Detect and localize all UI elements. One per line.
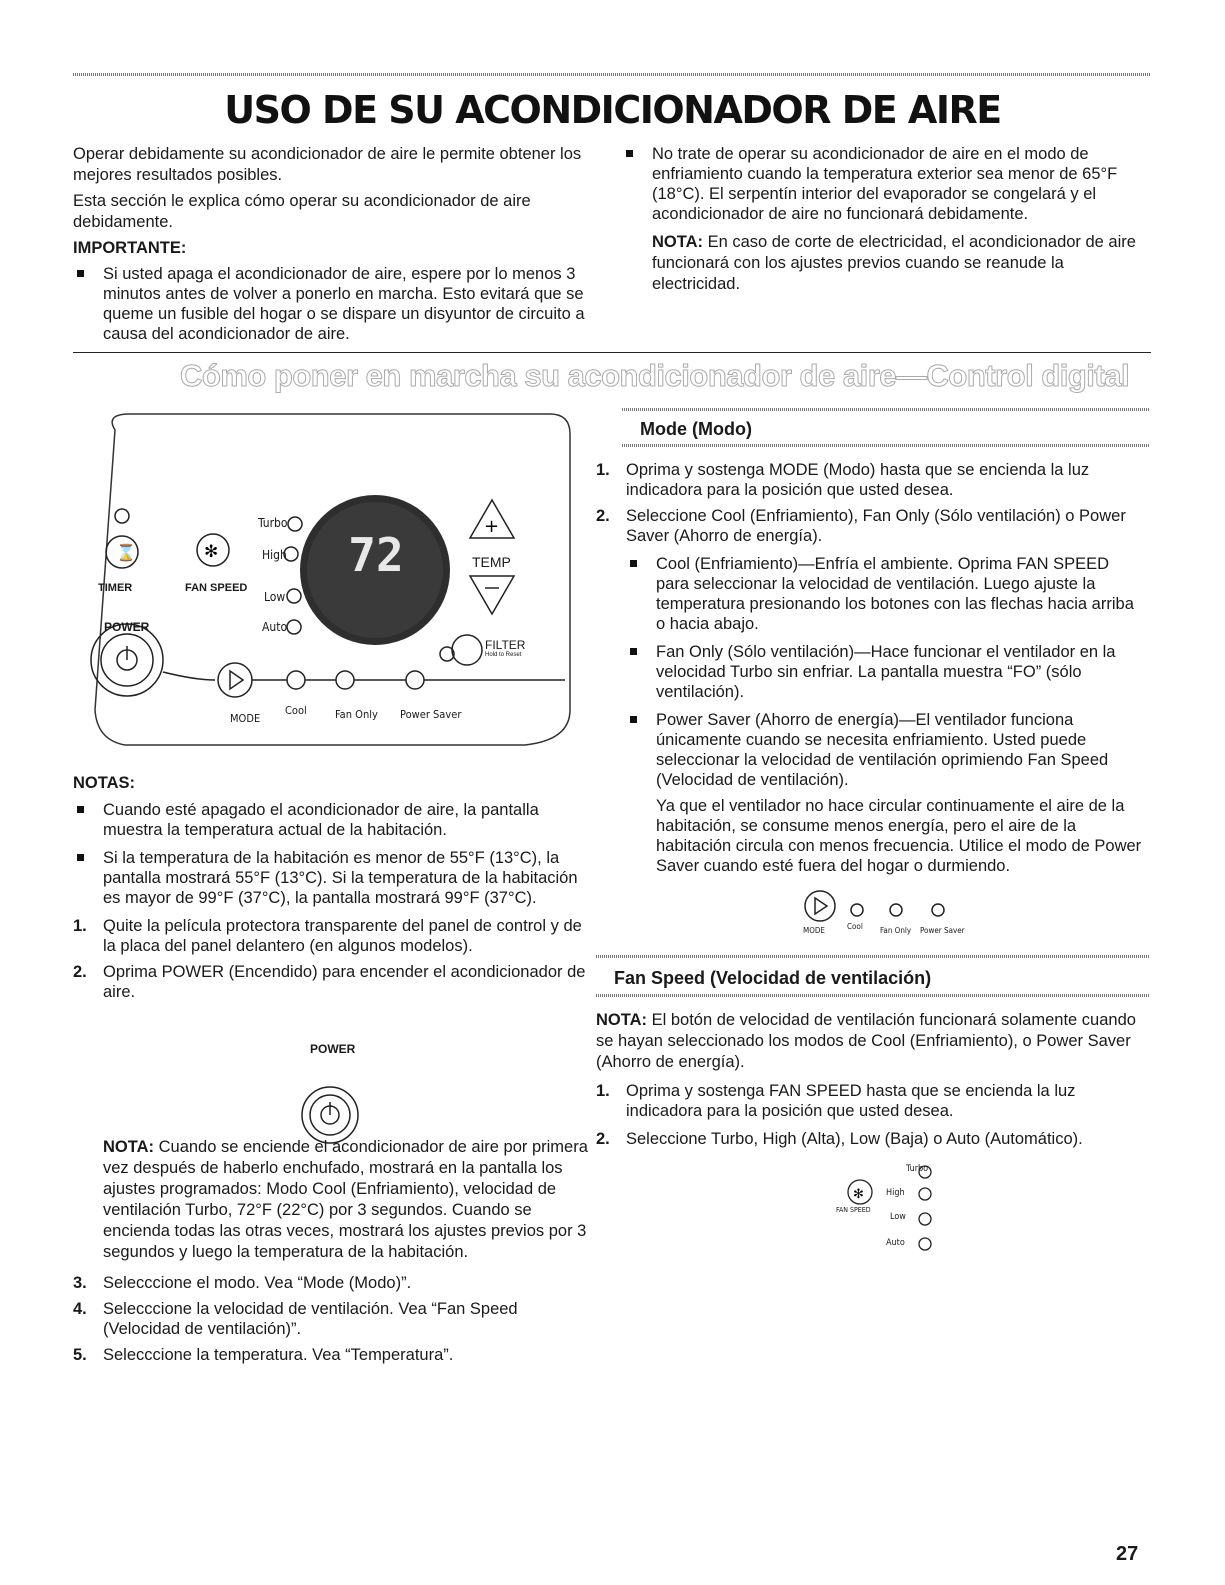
- panel-display: 72: [348, 528, 404, 582]
- power-button-label: POWER: [310, 1042, 356, 1056]
- mode-section: [596, 460, 1146, 876]
- panel-turbo-label: Turbo: [258, 516, 288, 530]
- notas-step-3-text: Selecccione el modo. Vea “Mode (Modo)”.: [103, 1274, 412, 1292]
- panel-temp-label: TEMP: [472, 554, 511, 570]
- fanspeed-step-2-text: Seleccione Turbo, High (Alta), Low (Baja) o Auto (Automático).: [626, 1130, 1083, 1148]
- importante-bullet-1: Si usted apaga el acondicionador de aire, espere por lo menos 3 minutos antes de volver a ponerlo en marcha. Esto evitará que se queme un fusible del hogar o se dispare un disyuntor de circuito a causa del acondicionador de aire.: [73, 264, 598, 344]
- fanspeed-rule-top: [596, 955, 1150, 958]
- panel-mode-label: MODE: [230, 712, 261, 725]
- panel-power-label: POWER: [104, 620, 150, 634]
- fanspeed-step-2: 2. Seleccione Turbo, High (Alta), Low (Baja) o Auto (Automático).: [596, 1130, 1083, 1148]
- page-number: 27: [1116, 1543, 1139, 1565]
- fanspeed-illus-turbo: Turbo: [906, 1164, 929, 1174]
- section-divider: [73, 352, 1151, 353]
- control-panel-illustration: [85, 410, 585, 750]
- mode-illus-fan-only: Fan Only: [880, 926, 912, 935]
- mode-step-1-text: Oprima y sostenga MODE (Modo) hasta que se encienda la luz indicadora para la posición que usted desea.: [626, 461, 1090, 499]
- svg-text:⌛: ⌛: [116, 543, 136, 562]
- intro-paragraph-1: Operar debidamente su acondicionador de aire le permite obtener los mejores resultados posibles.: [73, 145, 582, 184]
- panel-auto-label: Auto: [262, 620, 288, 634]
- panel-filter-label: FILTER: [485, 638, 526, 652]
- intro-nota-text: En caso de corte de electricidad, el acondicionador de aire funcionará con los ajustes previos cuando se reanude la electricidad.: [652, 233, 1136, 293]
- mode-illus-power-saver: Power Saver: [920, 926, 965, 935]
- panel-low-label: Low: [264, 590, 286, 604]
- notas-bullet-1: Cuando esté apagado el acondicionador de aire, la pantalla muestra la temperatura actual de la habitación.: [73, 800, 598, 840]
- panel-cool-label: Cool: [285, 704, 307, 717]
- page-title: USO DE SU ACONDICIONADOR DE AIRE: [224, 88, 1001, 132]
- notas-bullet-2: Si la temperatura de la habitación es menor de 55°F (13°C), la pantalla mostrará 55°F (13°C). Si la temperatura de la habitación es mayor de 99°F (37°C), la pantalla mostrará 99°F (37°C).: [73, 848, 598, 908]
- mode-illus-cool: Cool: [847, 922, 863, 931]
- panel-high-label: High: [262, 548, 287, 562]
- fanspeed-nota: [596, 1010, 1150, 1073]
- notas-nota-text: Cuando se enciende el acondicionador de aire por primera vez después de haberlo enchufado, mostrará en la pantalla los ajustes programados: Modo Cool (Enfriamiento), velocidad de ventilación Turbo, 72°F (22°C) por 3 segundos. Cuando se encienda todas las otras veces, mostrará los ajustes previos por 3 segundos y luego la temperatura de la habitación.: [103, 1138, 588, 1261]
- notas-step-5: 5. Selecccione la temperatura. Vea “Temperatura”.: [73, 1346, 454, 1364]
- intro-left: [73, 144, 598, 344]
- fanspeed-nota-text: El botón de velocidad de ventilación funcionará solamente cuando se hayan seleccionado los modos de Cool (Enfriamiento), o Power Saver (Ahorro de energía).: [596, 1011, 1136, 1071]
- intro-paragraph-2: Esta sección le explica cómo operar su acondicionador de aire debidamente.: [73, 192, 531, 231]
- svg-text:✻: ✻: [853, 1187, 864, 1202]
- notas-nota-label: NOTA:: [103, 1138, 155, 1156]
- importante-label: IMPORTANTE:: [73, 239, 187, 257]
- mode-step-2: 2. Seleccione Cool (Enfriamiento), Fan Only (Sólo ventilación) o Power Saver (Ahorro de energía).: [596, 507, 1126, 545]
- mode-rule-top: [622, 408, 1150, 411]
- notas-step-1-text: Quite la película protectora transparente del panel de control y de la placa del panel delantero (en algunos modelos).: [103, 917, 582, 955]
- mode-power-saver-note: Ya que el ventilador no hace circular continuamente el aire de la habitación, se consume menos energía, pero el aire de la habitación circula con menos frecuencia. Utilice el modo de Power Saver cuando esté fuera del hogar o durmiendo.: [656, 797, 1142, 875]
- notas-nota: [103, 1137, 598, 1263]
- section-subheading: Cómo poner en marcha su acondicionador de aire—Control digital: [180, 358, 1130, 393]
- mode-bullet-power-saver: Power Saver (Ahorro de energía)—El ventilador funciona únicamente cuando se necesita enfriamiento. Usted puede seleccionar la velocidad de ventilación oprimiendo Fan Speed (Velocidad de ventilación).: [626, 710, 1146, 790]
- panel-power-saver-label: Power Saver: [400, 708, 462, 721]
- fanspeed-rule-bottom: [596, 994, 1150, 997]
- fanspeed-nota-label: NOTA:: [596, 1011, 648, 1029]
- mode-buttons-illustration: [800, 888, 980, 924]
- intro-right: [622, 144, 1150, 295]
- fanspeed-step-1-text: Oprima y sostenga FAN SPEED hasta que se encienda la luz indicadora para la posición que usted desea.: [626, 1082, 1076, 1120]
- fanspeed-section: [596, 1010, 1150, 1149]
- power-button-icon: [295, 1040, 365, 1150]
- notas-step-1: 1. Quite la película protectora transparente del panel de control y de la placa del panel delantero (en algunos modelos).: [73, 917, 582, 955]
- fanspeed-heading: Fan Speed (Velocidad de ventilación): [614, 968, 932, 988]
- panel-fan-speed-label: FAN SPEED: [185, 582, 248, 594]
- panel-filter-sub-label: Hold to Reset: [485, 652, 522, 658]
- notas-step-2: 2. Oprima POWER (Encendido) para encender el acondicionador de aire.: [73, 963, 586, 1001]
- fanspeed-illus-low: Low: [890, 1212, 906, 1222]
- top-rule: [73, 73, 1151, 76]
- importante-bullet-2: No trate de operar su acondicionador de aire en el modo de enfriamiento cuando la temperatura exterior sea menor de 65°F (18°C). El serpentín interior del evaporador se congelará y el acondicionador de aire no funcionará debidamente.: [622, 144, 1150, 224]
- notas-section: [73, 773, 598, 1002]
- fanspeed-illus-fan-speed: FAN SPEED: [836, 1206, 871, 1214]
- mode-heading: Mode (Modo): [640, 419, 752, 439]
- fanspeed-step-1: 1. Oprima y sostenga FAN SPEED hasta que se encienda la luz indicadora para la posición que usted desea.: [596, 1082, 1076, 1120]
- notas-step-4-text: Selecccione la velocidad de ventilación. Vea “Fan Speed (Velocidad de ventilación)”.: [103, 1300, 518, 1338]
- intro-nota-label: NOTA:: [652, 233, 704, 251]
- mode-illus-mode: MODE: [803, 926, 825, 935]
- notas-step-2-text: Oprima POWER (Encendido) para encender el acondicionador de aire.: [103, 963, 586, 1001]
- mode-bullet-fan-only: Fan Only (Sólo ventilación)—Hace funcionar el ventilador en la velocidad Turbo sin enfriar. La pantalla muestra “FO” (sólo ventilación).: [626, 642, 1146, 702]
- fanspeed-illus-auto: Auto: [886, 1238, 905, 1248]
- mode-step-1: 1. Oprima y sostenga MODE (Modo) hasta que se encienda la luz indicadora para la posición que usted desea.: [596, 461, 1090, 499]
- notas-lower: [73, 1137, 598, 1365]
- notas-step-3: 3. Selecccione el modo. Vea “Mode (Modo)”.: [73, 1274, 412, 1292]
- panel-timer-label: TIMER: [98, 582, 133, 594]
- svg-text:+: +: [484, 516, 500, 537]
- intro-nota: [652, 232, 1150, 295]
- panel-fan-only-label: Fan Only: [335, 708, 378, 721]
- mode-rule-bottom: [622, 444, 1150, 447]
- notas-step-4: 4. Selecccione la velocidad de ventilación. Vea “Fan Speed (Velocidad de ventilación)”.: [73, 1300, 518, 1338]
- notas-step-5-text: Selecccione la temperatura. Vea “Temperatura”.: [103, 1346, 454, 1364]
- notas-label: NOTAS:: [73, 774, 136, 792]
- mode-step-2-text: Seleccione Cool (Enfriamiento), Fan Only (Sólo ventilación) o Power Saver (Ahorro de energía).: [626, 507, 1126, 545]
- fanspeed-illus-high: High: [886, 1188, 905, 1198]
- svg-text:✻: ✻: [204, 542, 219, 562]
- mode-bullet-cool: Cool (Enfriamiento)—Enfría el ambiente. Oprima FAN SPEED para seleccionar la velocidad de ventilación. Luego ajuste la temperatura presionando los botones con las flechas hacia arriba o hacia abajo.: [626, 554, 1146, 634]
